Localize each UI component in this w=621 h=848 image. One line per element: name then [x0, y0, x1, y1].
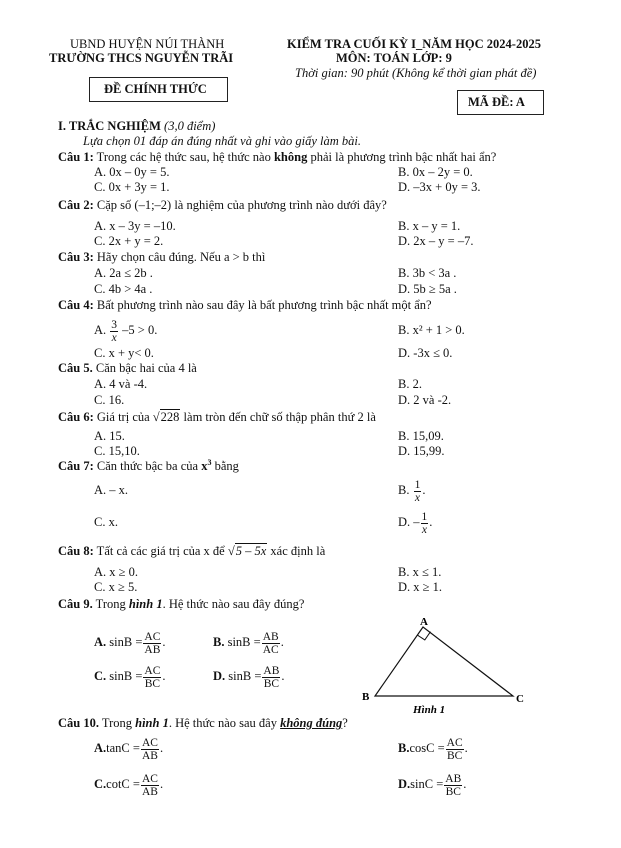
- figure-caption: Hình 1: [413, 704, 446, 716]
- q6-option-a: A. 15.: [94, 429, 125, 443]
- question-10: Câu 10. Trong hình 1. Hệ thức nào sau đây không đúng?: [58, 716, 348, 730]
- q9-option-b: B. sinB = $\frac{AB}{AC}$ .: [213, 630, 284, 656]
- question-6: Câu 6: Giá trị của √228 làm tròn đến chữ số thập phân thứ 2 là: [58, 410, 376, 424]
- q5-option-a: A. 4 và -4.: [94, 377, 148, 391]
- question-8: Câu 8: Tất cả các giá trị của x để √5 – 5x xác định là: [58, 544, 326, 558]
- q6-option-b: B. 15,09.: [398, 429, 444, 443]
- section-title: [58, 119, 215, 133]
- q7-option-b: B. $\frac{1}{x}$ .: [398, 478, 426, 504]
- q8-option-b: B. x ≤ 1.: [398, 565, 442, 579]
- org-line2: TRƯỜNG THCS NGUYỄN TRÃI: [49, 51, 234, 65]
- q1-option-a: A. 0x – 0y = 5.: [94, 165, 170, 179]
- section-name: I. TRẮC NGHIỆM: [58, 119, 161, 133]
- q5-option-c: C. 16.: [94, 393, 125, 407]
- q8-radicand: 5 – 5x: [235, 544, 267, 558]
- org-line1: UBND HUYỆN NÚI THÀNH: [70, 37, 225, 51]
- vertex-b: B: [362, 691, 370, 703]
- q2-option-d: D. 2x – y = –7.: [398, 234, 474, 248]
- q4-option-a: A. $\frac{3}{x}$ –5 > 0.: [94, 318, 158, 344]
- question-7: Câu 7: Căn thức bậc ba của $x^3$ bằng: [58, 457, 239, 473]
- exam-time: Thời gian: 90 phút (Không kể thời gian phát đề): [295, 66, 537, 80]
- q6-radicand: 228: [160, 410, 180, 424]
- q1-label: Câu 1:: [58, 150, 94, 164]
- q10-option-a: A.tanC = $\frac{AC}{AB}$ .: [94, 736, 164, 762]
- q4-option-c: C. x + y< 0.: [94, 346, 154, 360]
- question-2: Câu 2: Cặp số (–1;–2) là nghiệm của phương trình nào dưới đây?: [58, 198, 387, 212]
- q9-option-a: A. sinB = $\frac{AC}{AB}$ .: [94, 630, 166, 656]
- subject: MÔN: TOÁN LỚP: 9: [336, 51, 452, 65]
- exam-title: KIỂM TRA CUỐI KỲ I_NĂM HỌC 2024-2025: [287, 37, 541, 51]
- question-5: Câu 5. Căn bậc hai của 4 là: [58, 361, 197, 375]
- q1-option-d: D. –3x + 0y = 3.: [398, 180, 481, 194]
- q5-option-d: D. 2 và -2.: [398, 393, 452, 407]
- q4-fraction: $\frac{3}{x}$: [111, 318, 118, 344]
- q10-emphasis: không đúng: [280, 716, 343, 730]
- q7-option-a: A. – x.: [94, 483, 129, 497]
- q10-option-c: C.cotC = $\frac{AC}{AB}$ .: [94, 772, 164, 798]
- section-points: (3,0 điểm): [164, 119, 216, 133]
- q7-option-d: D. – $\frac{1}{x}$ .: [398, 510, 433, 536]
- vertex-c: C: [516, 693, 524, 705]
- q8-option-c: C. x ≥ 5.: [94, 580, 138, 594]
- q1-option-b: B. 0x – 2y = 0.: [398, 165, 473, 179]
- q9-option-c: C. sinB = $\frac{AC}{BC}$ .: [94, 664, 166, 690]
- question-3: Câu 3: Hãy chọn câu đúng. Nếu a > b thì: [58, 250, 266, 264]
- section-instruction: Lựa chọn 01 đáp án đúng nhất và ghi vào giấy làm bài.: [83, 134, 361, 148]
- q3-option-c: C. 4b > 4a .: [94, 282, 153, 296]
- triangle-figure: [355, 614, 535, 718]
- q6-option-c: C. 15,10.: [94, 444, 140, 458]
- q8-option-a: A. x ≥ 0.: [94, 565, 139, 579]
- q4-option-b: B. x² + 1 > 0.: [398, 323, 465, 337]
- q4-option-d: D. -3x ≤ 0.: [398, 346, 453, 360]
- q9-option-d: D. sinB = $\frac{AB}{BC}$ .: [213, 664, 285, 690]
- question-1: Câu 1: Trong các hệ thức sau, hệ thức nào không phải là phương trình bậc nhất hai ẩn?: [58, 150, 497, 164]
- q10-option-d: D.sinC = $\frac{AB}{BC}$ .: [398, 772, 467, 798]
- q3-option-b: B. 3b < 3a .: [398, 266, 457, 280]
- question-9: Câu 9. Trong hình 1. Hệ thức nào sau đây đúng?: [58, 597, 305, 611]
- q1-emphasis: không: [273, 150, 308, 164]
- vertex-a: A: [420, 616, 428, 628]
- q5-option-b: B. 2.: [398, 377, 422, 391]
- q1-option-c: C. 0x + 3y = 1.: [94, 180, 170, 194]
- code-box: [457, 90, 544, 115]
- q8-option-d: D. x ≥ 1.: [398, 580, 443, 594]
- triangle: [375, 627, 513, 696]
- exam-code: MÃ ĐỀ: A: [468, 95, 525, 109]
- q7-option-c: C. x.: [94, 515, 118, 529]
- q10-option-b: B.cosC = $\frac{AC}{BC}$ .: [398, 736, 468, 762]
- official-box: [89, 77, 228, 102]
- q2-option-b: B. x – y = 1.: [398, 219, 461, 233]
- q2-option-a: A. x – 3y = –10.: [94, 219, 176, 233]
- q3-option-a: A. 2a ≤ 2b .: [94, 266, 153, 280]
- q3-option-d: D. 5b ≥ 5a .: [398, 282, 457, 296]
- q6-option-d: D. 15,99.: [398, 444, 445, 458]
- official-label: ĐỀ CHÍNH THỨC: [104, 82, 207, 96]
- q2-option-c: C. 2x + y = 2.: [94, 234, 164, 248]
- question-4: Câu 4: Bất phương trình nào sau đây là bất phương trình bậc nhất một ẩn?: [58, 298, 432, 312]
